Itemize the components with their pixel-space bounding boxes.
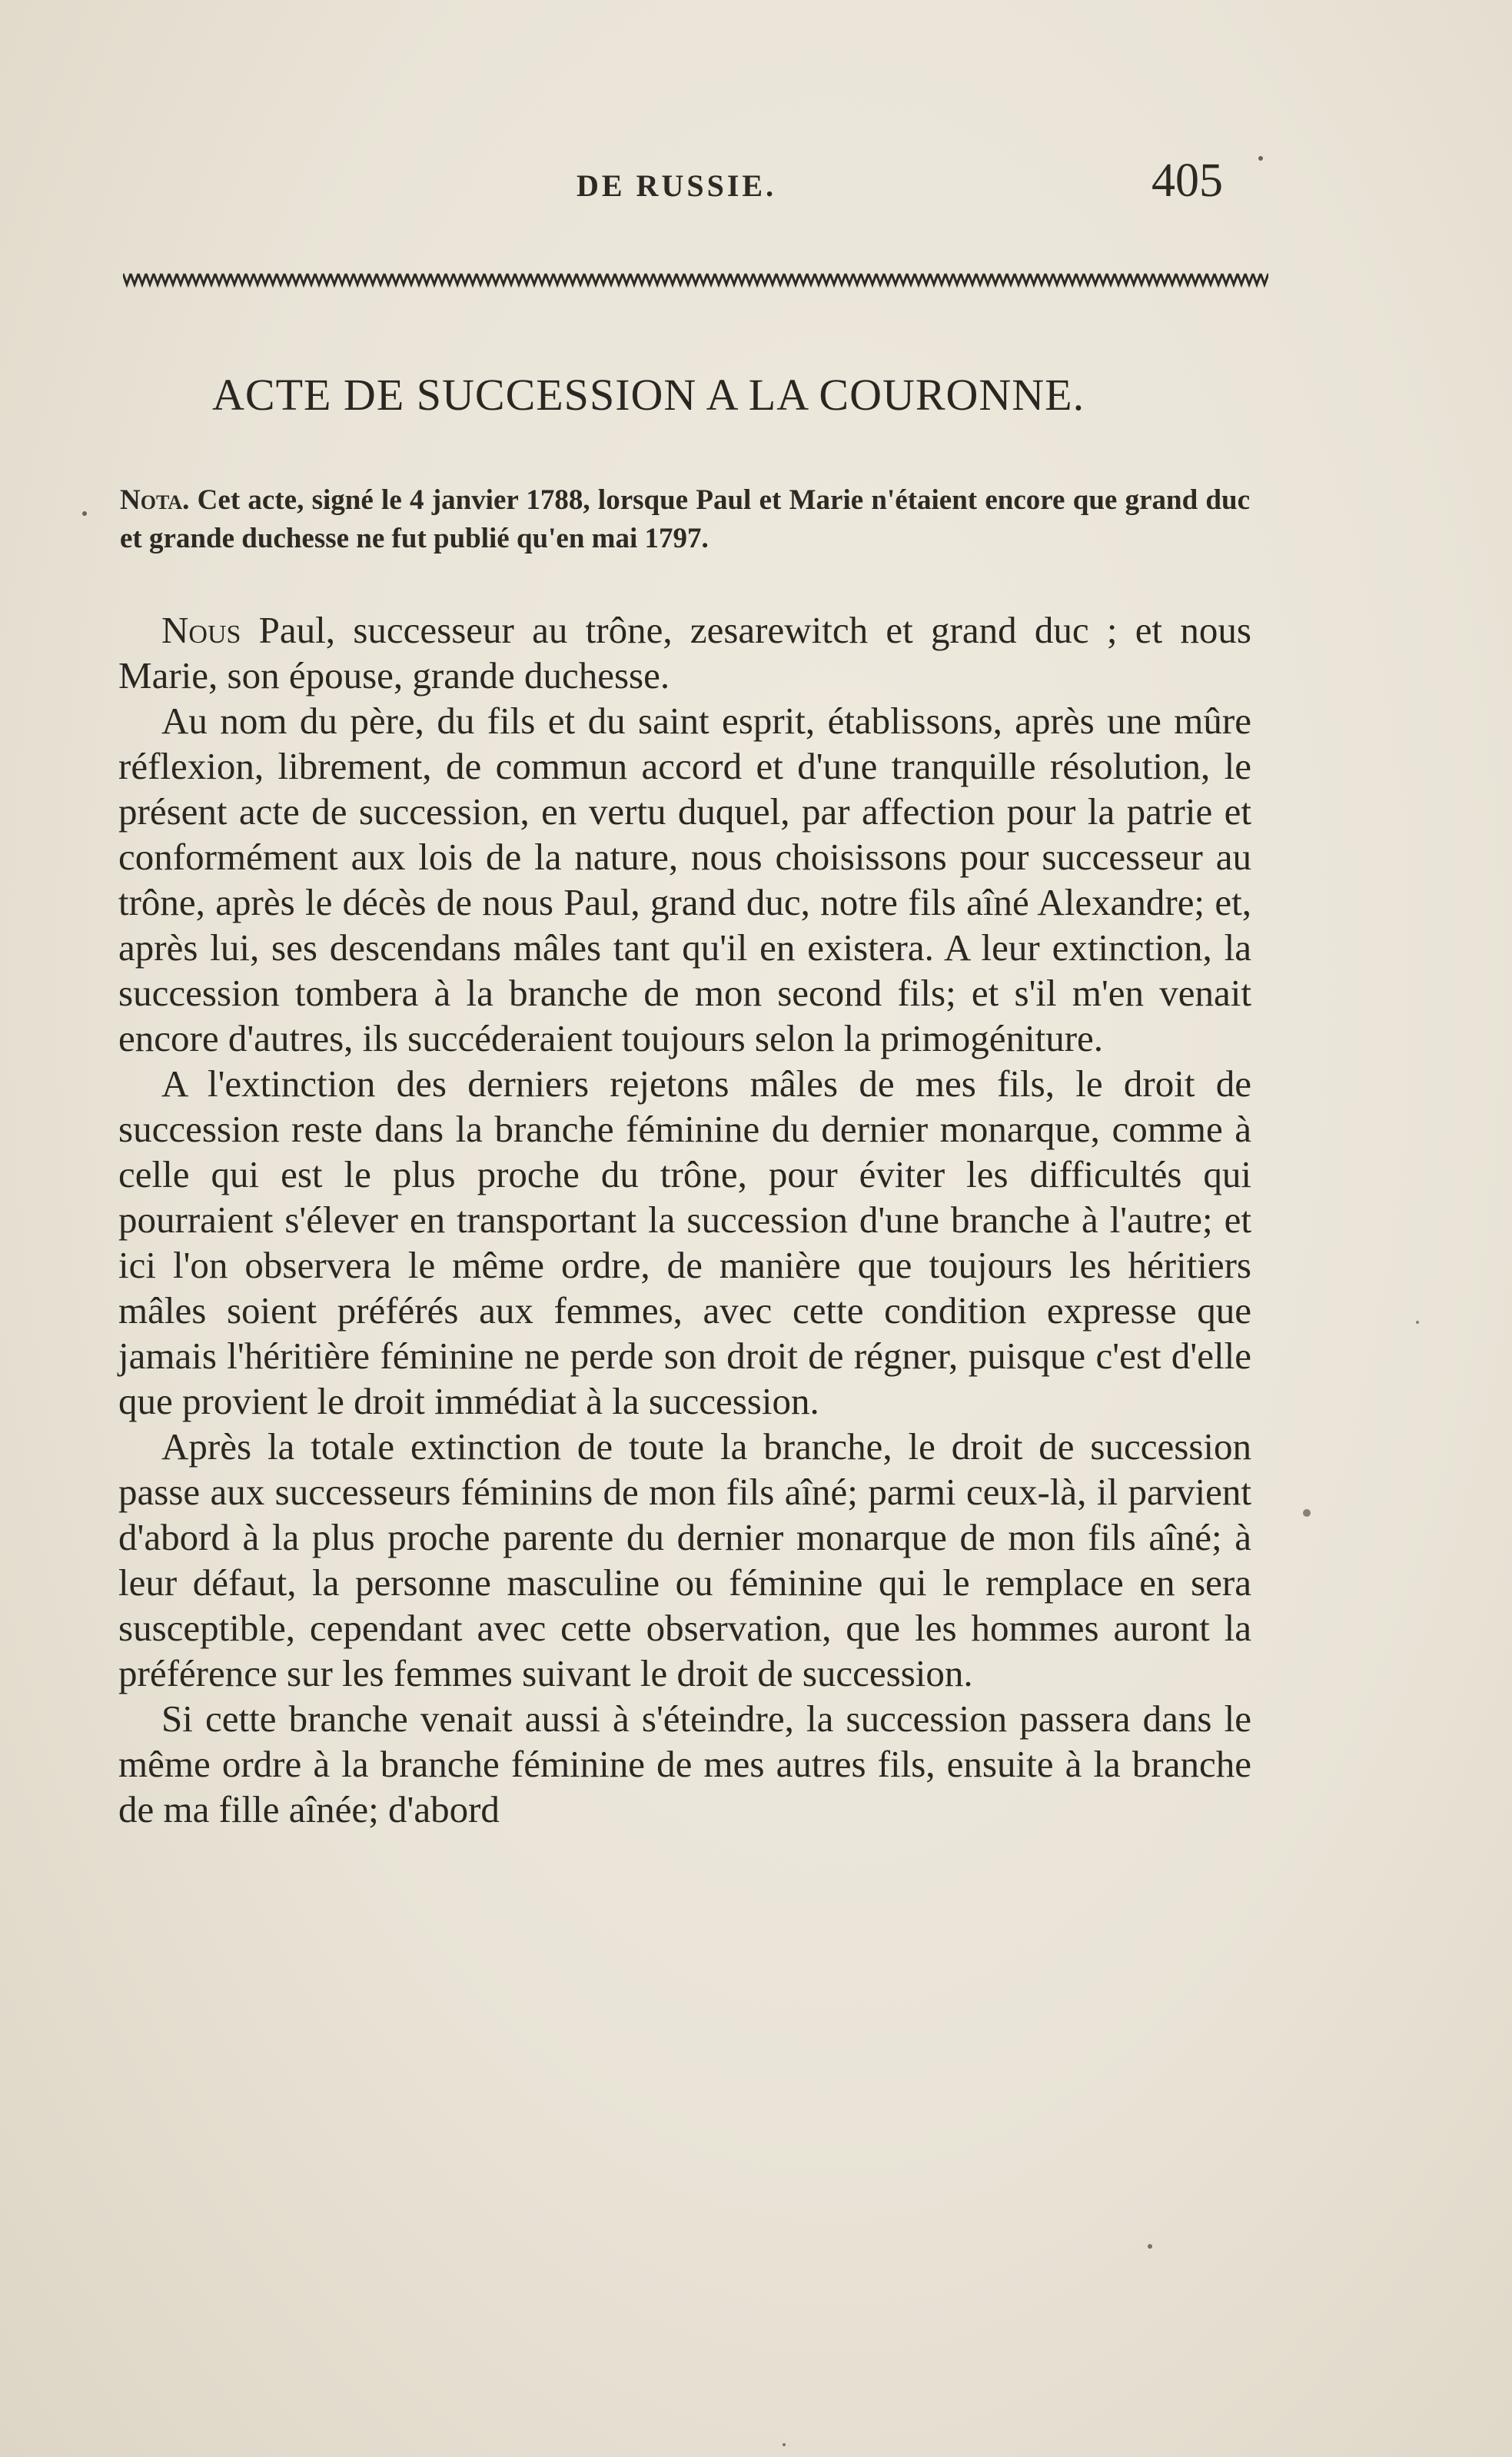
paragraph xyxy=(118,607,1251,698)
paragraph: Au nom du père, du fils et du saint esprit, établissons, après une mûre réflexion, librement, de commun accord et d'une tranquille résolution, le présent acte de succession, en vertu duquel, par affection pour la patrie et conformément aux lois de la nature, nous choisissons pour successeur au trône, après le décès de nous Paul, grand duc, notre fils aîné Alexandre; et, après lui, ses descendans mâles tant qu'il en existera. A leur extinction, la succession tombera à la branche de mon second fils; et s'il m'en venait encore d'autres, ils succéderaient toujours selon la primogéniture. xyxy=(118,700,1251,1059)
paragraph-lead: Nous xyxy=(161,609,241,651)
nota-text: Cet acte, signé le 4 janvier 1788, lorsque Paul et Marie n'étaient encore que grand duc et grande duchesse ne fut publié qu'en mai 1797. xyxy=(120,484,1251,554)
page-number: 405 xyxy=(1151,155,1223,207)
nota-label: Nota. xyxy=(120,484,190,516)
paragraph-text: Paul, successeur au trône, zesarewitch et grand duc ; et nous Marie, son épouse, grande duchesse. xyxy=(118,609,1251,697)
document-title: ACTE DE SUCCESSION A LA COURONNE. xyxy=(212,370,1085,420)
paragraph: Si cette branche venait aussi à s'éteindre, la succession passera dans le même ordre à la branche féminine de mes autres fils, ensuite à la branche de ma fille aînée; d'abord xyxy=(118,1697,1251,1830)
paragraph: Après la totale extinction de toute la branche, le droit de succession passe aux successeurs féminins de mon fils aîné; parmi ceux-là, il parvient d'abord à la plus proche parente du dernier monarque de mon fils aîné; à leur défaut, la personne masculine ou féminine qui le remplace en sera susceptible, cependant avec cette observation, que les hommes auront la préférence sur les femmes suivant le droit de succession. xyxy=(118,1425,1251,1694)
body-text xyxy=(118,607,1251,1832)
nota-note xyxy=(120,481,1250,558)
running-head: DE RUSSIE. xyxy=(577,168,777,203)
paragraph: A l'extinction des derniers rejetons mâles de mes fils, le droit de succession reste dans la branche féminine du dernier monarque, comme à celle qui est le plus proche du trône, pour éviter les difficultés qui pourraient s'élever en transportant la succession d'une branche à l'autre; et ici l'on observera le même ordre, de manière que toujours les héritiers mâles soient préférés aux femmes, avec cette condition expresse que jamais l'héritière féminine ne perde son droit de régner, puisque c'est d'elle que provient le droit immédiat à la succession. xyxy=(118,1062,1251,1422)
decorative-rule xyxy=(123,271,1268,288)
